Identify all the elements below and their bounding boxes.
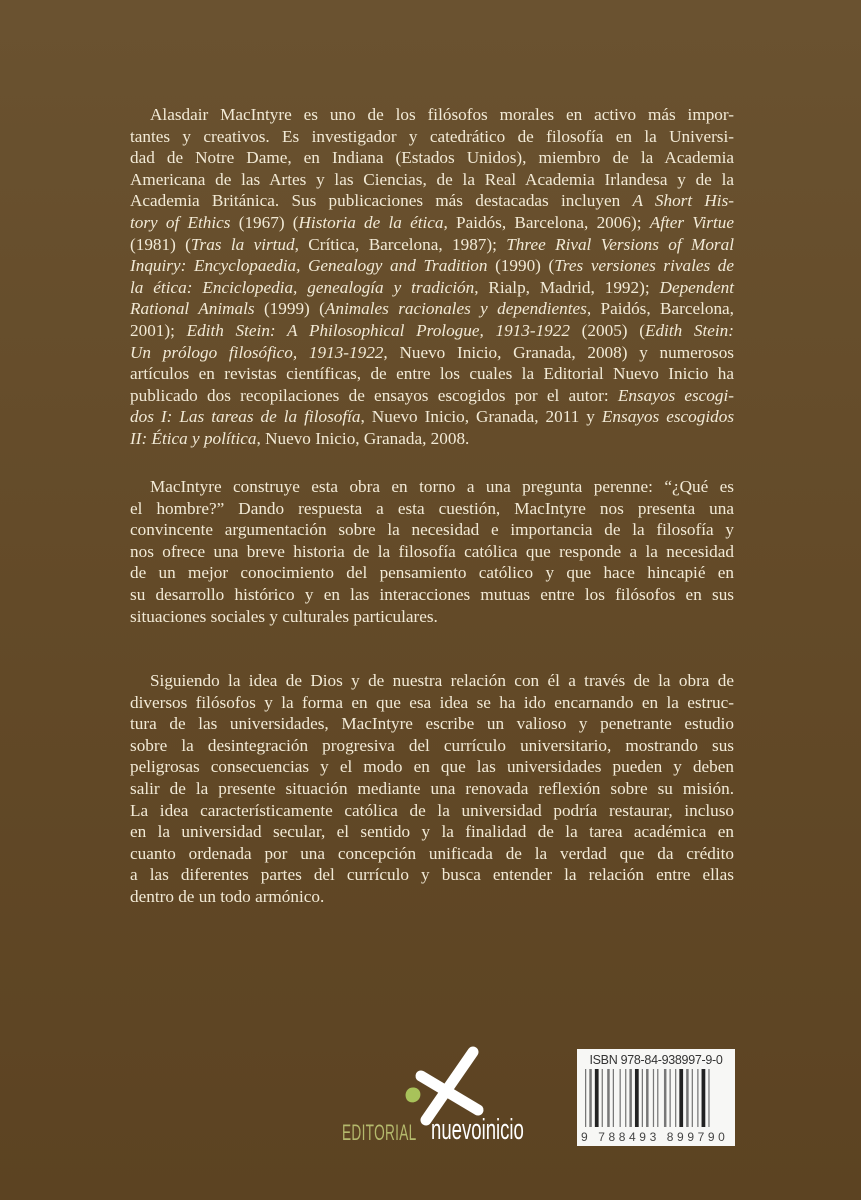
text-line: sobre la desintegración progresiva del currículo universitario, mostrando sus <box>130 735 734 755</box>
text-line: 2001); Edith Stein: A Philosophical Prologue, 1913-1922 (2005) (Edith Stein: <box>130 320 734 340</box>
text-line: a las diferentes partes del currículo y busca entender la relación entre ellas <box>130 865 734 885</box>
book-description-paragraph <box>130 670 734 908</box>
text-line: en la universidad secular, el sentido y la finalidad de la tarea académica en <box>130 822 734 842</box>
text-line: dad de Notre Dame, en Indiana (Estados Unidos), miembro de la Academia <box>130 148 734 168</box>
ean-digits: 9 788493 899790 <box>581 1130 729 1144</box>
text-line: II: Ética y política, Nuevo Inicio, Granada, 2008. <box>130 428 470 448</box>
text-line: situaciones sociales y culturales particulares. <box>130 606 438 626</box>
text-line: Academia Británica. Sus publicaciones más destacadas incluyen A Short His- <box>130 191 734 211</box>
text-line: de un mejor conocimiento del pensamiento católico y que hace hincapié en <box>130 563 734 583</box>
publisher-prefix: EDITORIAL <box>342 1120 417 1145</box>
barcode-bars-icon <box>585 1069 727 1127</box>
text-line: dos I: Las tareas de la filosofía, Nuevo Inicio, Granada, 2011 y Ensayos escogidos <box>130 407 735 427</box>
text-line: cuanto ordenada por una concepción unificada de la verdad que da crédito <box>130 843 734 863</box>
text-line: dentro de un todo armónico. <box>130 886 325 906</box>
text-line: su desarrollo histórico y en las interacciones mutuas entre los filósofos en sus <box>130 584 734 604</box>
text-line: tura de las universidades, MacIntyre escribe un valioso y penetrante estudio <box>130 714 734 734</box>
text-line: Siguiendo la idea de Dios y de nuestra relación con él a través de la obra de <box>150 671 734 690</box>
book-summary-paragraph <box>130 476 734 627</box>
publisher-name: nuevoinicio <box>431 1114 524 1146</box>
text-line: La idea característicamente católica de la universidad podría restaurar, incluso <box>130 800 734 820</box>
text-line: MacIntyre construye esta obra en torno a una pregunta perenne: “¿Qué es <box>150 477 734 496</box>
text-line: tantes y creativos. Es investigador y catedrático de filosofía en la Universi- <box>130 126 734 146</box>
text-line: convincente argumentación sobre la necesidad e importancia de la filosofía y <box>130 520 734 540</box>
text-line: publicado dos recopilaciones de ensayos escogidos por el autor: Ensayos escogi- <box>130 385 734 405</box>
text-line: tory of Ethics (1967) (Historia de la ética, Paidós, Barcelona, 2006); After Virtue <box>130 212 734 232</box>
author-bio-paragraph <box>130 104 734 450</box>
publisher-logo <box>330 1040 550 1155</box>
isbn-barcode <box>577 1049 735 1146</box>
text-line: peligrosas consecuencias y el modo en que las universidades pueden y deben <box>130 757 734 777</box>
text-line: Alasdair MacIntyre es uno de los filósofos morales en activo más impor- <box>150 105 734 124</box>
text-line: Americana de las Artes y las Ciencias, de la Real Academia Irlandesa y de la <box>130 169 734 189</box>
text-line: Un prólogo filosófico, 1913-1922, Nuevo Inicio, Granada, 2008) y numerosos <box>130 342 735 362</box>
text-line: la ética: Enciclopedia, genealogía y tradición, Rialp, Madrid, 1992); Dependent <box>130 277 734 297</box>
text-line: artículos en revistas científicas, de entre los cuales la Editorial Nuevo Inicio ha <box>130 364 734 384</box>
text-line: diversos filósofos y la forma en que esa idea se ha ido encarnando en la estruc- <box>130 692 734 712</box>
text-line: nos ofrece una breve historia de la filosofía católica que responde a la necesidad <box>130 541 734 561</box>
isbn-label: ISBN 978-84-938997-9-0 <box>589 1053 723 1067</box>
text-line: Rational Animals (1999) (Animales racionales y dependientes, Paidós, Barcelona, <box>130 299 734 319</box>
text-line: Inquiry: Encyclopaedia, Genealogy and Tradition (1990) (Tres versiones rivales de <box>130 256 734 276</box>
text-line: el hombre?” Dando respuesta a esta cuestión, MacIntyre nos presenta una <box>130 498 734 518</box>
text-line: salir de la presente situación mediante una renovada reflexión sobre su misión. <box>130 778 734 798</box>
text-line: (1981) (Tras la virtud, Crítica, Barcelona, 1987); Three Rival Versions of Moral <box>130 234 734 254</box>
